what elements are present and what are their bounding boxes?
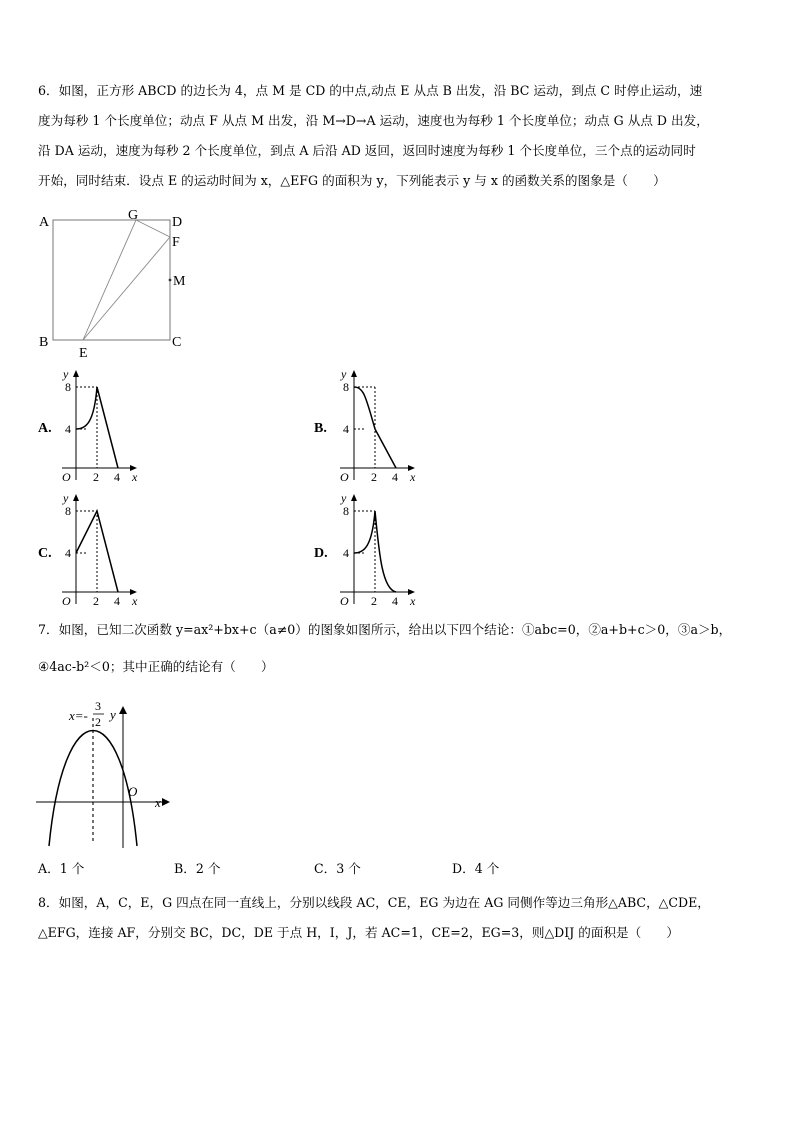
question-8-text [38, 888, 766, 948]
choice-c[interactable]: C．3 个 [314, 861, 361, 876]
x-axis-label: x [410, 470, 416, 484]
tick-4x-label: 4 [392, 470, 398, 484]
tick-8-label: 8 [343, 504, 349, 518]
origin-label: O [62, 470, 71, 484]
x-axis-label: x [132, 470, 138, 484]
tick-8-label: 8 [343, 380, 349, 394]
y-axis-label: y [341, 492, 347, 505]
point-g-label: G [128, 208, 139, 223]
symmetry-axis-prefix: x=- [69, 708, 88, 723]
option-c-graph [58, 492, 148, 610]
tick-4y-label: 4 [65, 422, 71, 436]
choice-b[interactable]: B．2 个 [174, 861, 221, 876]
point-f-label: F [172, 235, 180, 250]
option-d-label: D. [314, 546, 328, 561]
option-d-graph [336, 492, 426, 610]
point-m-label: M [173, 274, 186, 289]
tick-4x-label: 4 [114, 594, 120, 608]
question-6-line: 度为每秒 1 个长度单位；动点 F 从点 M 出发，沿 M→D→A 运动，速度也为每秒 1 个长度单位；动点 G 从点 D 出发， [38, 113, 709, 128]
square-abcd-figure [36, 206, 196, 362]
question-8-line: △EFG，连接 AF，分别交 BC，DC，DE 于点 H，I，J，若 AC=1，CE=2，EG=3，则△DIJ 的面积是（ ） [38, 925, 680, 940]
y-axis-label: y [63, 368, 69, 381]
origin-label: O [128, 784, 138, 799]
fraction-denominator: 2 [95, 715, 101, 729]
point-e-label: E [79, 346, 88, 361]
x-axis-label: x [132, 594, 138, 608]
question-6-text [38, 76, 766, 196]
choice-a[interactable]: A．1 个 [38, 861, 85, 876]
y-axis-label: y [341, 368, 347, 381]
x-axis-label: x [155, 795, 161, 810]
tick-2-label: 2 [93, 594, 99, 608]
origin-label: O [340, 470, 349, 484]
question-7-text [38, 615, 766, 682]
option-c-label: C. [38, 546, 52, 561]
question-7-line: 7．如图，已知二次函数 y=ax²+bx+c（a≠0）的图象如图所示，给出以下四个结论：①abc=0，②a+b+c＞0，③a＞b， [38, 622, 732, 637]
question-7-choices [38, 858, 738, 882]
vertex-c-label: C [172, 335, 182, 350]
option-a-graph [58, 368, 148, 486]
parabola-graph [34, 696, 174, 851]
tick-4y-label: 4 [343, 546, 349, 560]
vertex-d-label: D [172, 215, 183, 230]
option-b-label: B. [314, 421, 327, 436]
tick-2-label: 2 [93, 470, 99, 484]
origin-label: O [340, 594, 349, 608]
origin-label: O [62, 594, 71, 608]
question-7-line: ④4ac-b²＜0；其中正确的结论有（ ） [38, 659, 274, 674]
tick-2-label: 2 [371, 470, 377, 484]
question-8-line: 8．如图，A，C，E，G 四点在同一直线上，分别以线段 AC，CE，EG 为边在 AG 同侧作等边三角形△ABC，△CDE， [38, 895, 710, 910]
vertex-b-label: B [39, 335, 49, 350]
question-6-line: 6．如图，正方形 ABCD 的边长为 4，点 M 是 CD 的中点,动点 E 从点 B 出发，沿 BC 运动，到点 C 时停止运动，速 [38, 83, 703, 98]
tick-8-label: 8 [65, 504, 71, 518]
tick-4x-label: 4 [392, 594, 398, 608]
question-6-line: 开始，同时结束．设点 E 的运动时间为 x，△EFG 的面积为 y，下列能表示 y 与 x 的函数关系的图象是（ ） [38, 173, 666, 188]
question-6-line: 沿 DA 运动，速度为每秒 2 个长度单位，到点 A 后沿 AD 返回，返回时速度为每秒 1 个长度单位，三个点的运动同时 [38, 143, 696, 158]
vertex-a-label: A [39, 215, 50, 230]
tick-4x-label: 4 [114, 470, 120, 484]
y-axis-label: y [63, 492, 69, 505]
tick-2-label: 2 [371, 594, 377, 608]
x-axis-label: x [410, 594, 416, 608]
option-b-graph [336, 368, 426, 486]
tick-4y-label: 4 [65, 546, 71, 560]
option-a-label: A. [38, 421, 52, 436]
tick-4y-label: 4 [343, 422, 349, 436]
tick-8-label: 8 [65, 380, 71, 394]
choice-d[interactable]: D．4 个 [452, 861, 500, 876]
fraction-numerator: 3 [95, 699, 101, 713]
y-axis-label: y [110, 707, 116, 722]
